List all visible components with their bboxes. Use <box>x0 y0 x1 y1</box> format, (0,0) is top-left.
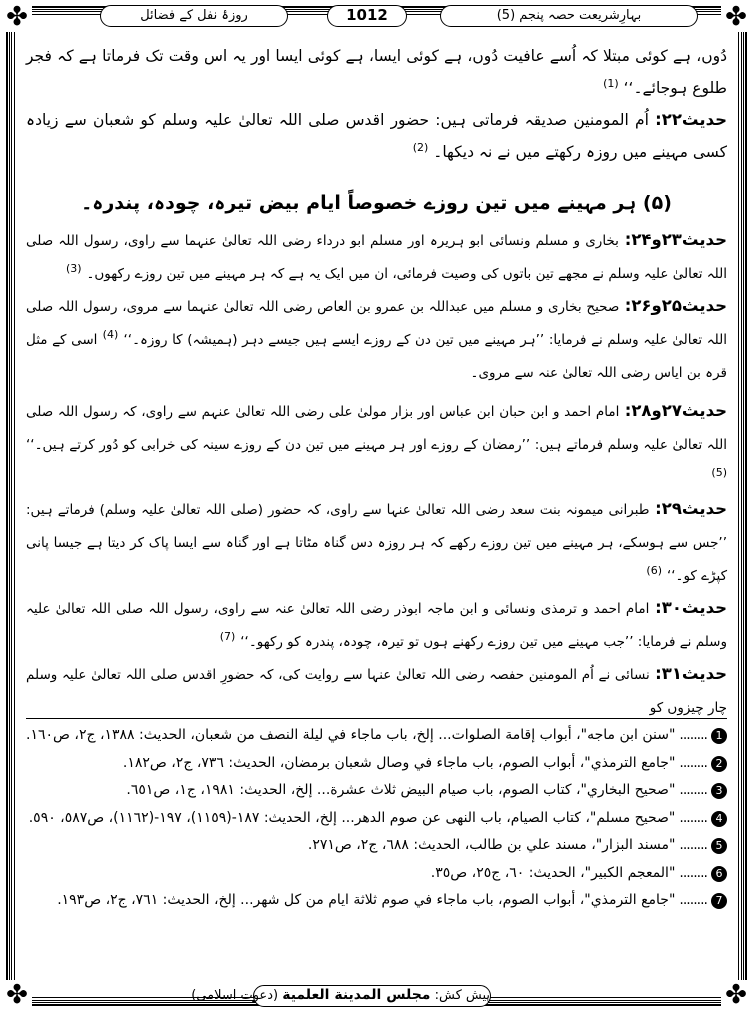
leader-dots: ........ <box>679 864 707 881</box>
publisher-suffix: (دعوت اسلامی) <box>191 988 279 1003</box>
footnote-item <box>26 860 727 888</box>
publisher-name: مجلس المدينة العلمية <box>282 987 431 1003</box>
hadith-text: طبرانی میمونہ بنت سعد رضی اللہ تعالیٰ عنہا سے راوی، کہ حضور (صلی اللہ تعالیٰ علیہ وسلم) فرماتے ہیں: ’’جس سے ہوسکے، ہر مہینے میں تین روزے رکھے کہ ہر روزہ دس گناہ مٹاتا ہے اور گناہ سے ایسا پاک کر دیتا ہے جیسا پانی کپڑے کو۔‘‘ <box>26 502 727 584</box>
footnote-number: 6 <box>711 866 727 882</box>
hadith-label: حدیث۲۵و۲۶: <box>624 296 727 315</box>
hadith-label: حدیث۲۲: <box>655 110 727 129</box>
hadith-31 <box>26 658 727 724</box>
book-title: بہارِشریعت حصہ پنجم (5) <box>440 5 698 27</box>
footnote-number: 3 <box>711 783 727 799</box>
hadith-text: صحیح بخاری و مسلم میں عبداللہ بن عمرو بن العاص رضی اللہ تعالیٰ عنہما سے مروی، رسول اللہ صلی اللہ تعالیٰ علیہ وسلم نے فرمایا: ’’ہر مہینے میں تین دن کے روزے ایسے ہیں جیسے دہر (ہمیشہ) کا روزہ۔‘‘ <box>26 299 727 348</box>
hadith-text: امام احمد و ابن حبان ابن عباس اور بزار مولیٰ علی رضی اللہ تعالیٰ عنہم سے راوی، کہ رسول اللہ صلی اللہ تعالیٰ علیہ وسلم فرماتے ہیں: ’’رمضان کے روزے اور ہر مہینے میں تین دن کے روزے سینہ کی خرابی کو دُور کرتے ہیں۔‘‘ <box>26 404 727 453</box>
footnotes <box>26 722 727 915</box>
footnote-text: "سنن ابن ماجه"، أبواب إقامة الصلوات... إلخ، باب ماجاء في ليلة النصف من شعبان، الحديث: ١٣٨٨، ج٢، ص١٦٠. <box>26 727 676 743</box>
footnote-number: 5 <box>711 838 727 854</box>
hadith-text: بخاری و مسلم ونسائی ابو ہریرہ اور مسلم ابو درداء رضی اللہ تعالیٰ عنہما سے راوی، رسول اللہ صلی اللہ تعالیٰ علیہ وسلم نے مجھے تین باتوں کی وصیت فرمائی، ان میں ایک یہ ہے کہ ہر مہینے میں تین روزے رکھوں۔ <box>26 233 727 282</box>
footnote-item <box>26 832 727 860</box>
footnote-text: "جامع الترمذي"، أبواب الصوم، باب ماجاء في صوم ثلاثة ايام من كل شهر... إلخ، الحديث: ٧٦١، ج٢، ص١٩٣. <box>57 892 676 908</box>
footnote-ref: (1) <box>603 76 619 90</box>
footnote-text: "المعجم الكبير"، الحديث: ٦٠، ج٢٥، ص٣٥. <box>430 864 676 881</box>
publisher-footer <box>191 985 491 1007</box>
hadith-text: امام احمد و ترمذی ونسائی و ابن ماجہ ابوذر رضی اللہ تعالیٰ عنہ سے راوی، رسول اللہ صلی اللہ تعالیٰ علیہ وسلم نے فرمایا: ’’جب مہینے میں تین روزے رکھنے ہوں تو تیرہ، چودہ، پندرہ کو رکھو۔‘‘ <box>26 601 727 650</box>
footnote-number: 7 <box>711 893 727 909</box>
main-text <box>26 40 727 724</box>
page-header <box>0 3 753 29</box>
hadith-label: حدیث۲۳و۲۴: <box>624 230 727 249</box>
footnote-item <box>26 805 727 833</box>
hadith-text-tail: اسی کے مثل قرہ بن ایاس رضی اللہ تعالیٰ عنہ سے مروی۔ <box>26 332 727 381</box>
footnote-item <box>26 887 727 915</box>
footnote-ref: (7) <box>219 629 236 643</box>
leader-dots: ........ <box>679 727 707 743</box>
footnote-item <box>26 722 727 750</box>
chapter-title: روزۂ نفل کے فضائل <box>100 5 288 27</box>
footnote-item <box>26 777 727 805</box>
footnote-divider <box>26 718 727 719</box>
hadith-22 <box>26 104 727 168</box>
leader-dots: ........ <box>679 837 707 853</box>
leader-dots: ........ <box>679 782 707 798</box>
footnote-number: 1 <box>711 728 727 744</box>
leader-dots: ........ <box>679 809 707 826</box>
hadith-text: اُم المومنین صدیقہ فرماتی ہیں: حضور اقدس صلی اللہ تعالیٰ علیہ وسلم کو شعبان سے زیادہ کسی مہینے میں روزہ رکھتے میں نے نہ دیکھا۔ <box>26 111 727 161</box>
hadith-25-26 <box>26 290 727 389</box>
leader-dots: ........ <box>679 754 707 771</box>
hadith-23-24 <box>26 224 727 290</box>
footnote-text: "صحيح مسلم"، كتاب الصيام، باب النهى عن صوم الدهر... إلخ، الحديث: ١٨٧-(١١٥٩)، ١٩٧-(١١٦٢)، ص٥٨٧، ٥٩٠. <box>28 809 676 826</box>
footnote-ref: (3) <box>65 261 82 275</box>
footnote-ref: (2) <box>412 140 429 154</box>
footnote-text: "جامع الترمذي"، أبواب الصوم، باب ماجاء في وصال شعبان برمضان، الحديث: ٧٣٦، ج٢، ص١٨٢. <box>122 754 676 771</box>
page-number: 1012 <box>327 5 407 27</box>
footer-prefix: پیش کش: <box>434 988 490 1003</box>
footnote-number: 2 <box>711 756 727 772</box>
hadith-label: حدیث۳۰: <box>655 598 727 617</box>
corner-ornament-icon: ✤ <box>721 980 751 1010</box>
section-heading: (۵) ہر مہینے میں تین روزے خصوصاً ایام بیض تیرہ، چودہ، پندرہ۔ <box>81 192 672 214</box>
hadith-29 <box>26 493 727 592</box>
hadith-label: حدیث۲۷و۲۸: <box>624 401 727 420</box>
footnote-ref: (5) <box>711 465 727 479</box>
paragraph-continuation <box>26 40 727 104</box>
hadith-27-28 <box>26 395 727 493</box>
hadith-label: حدیث۳۱: <box>655 664 727 683</box>
footnote-text: "مسند البزار"، مسند علي بن طالب، الحديث: ٦٨٨، ج٢، ص٢٧١. <box>307 837 676 853</box>
hadith-label: حدیث۲۹: <box>655 499 727 518</box>
footnote-ref: (6) <box>646 563 663 577</box>
leader-dots: ........ <box>679 892 707 908</box>
paragraph-text: دُوں، ہے کوئی مبتلا کہ اُسے عافیت دُوں، ہے کوئی ایسا، ہے کوئی ایسا اور یہ اس وقت تک فرماتا ہے کہ فجر طلوع ہوجائے۔‘‘ <box>26 47 727 97</box>
corner-ornament-icon: ✤ <box>2 2 32 32</box>
footnote-text: "صحيح البخاري"، كتاب الصوم، باب صيام البيض ثلاث عشرة... إلخ، الحديث: ١٩٨١، ج١، ص٦٥١. <box>126 782 676 798</box>
corner-ornament-icon: ✤ <box>721 2 751 32</box>
footnote-number: 4 <box>711 811 727 827</box>
footnote-ref: (4) <box>102 327 119 341</box>
corner-ornament-icon: ✤ <box>2 980 32 1010</box>
hadith-30 <box>26 592 727 658</box>
hadith-text: نسائی نے اُم المومنین حفصہ رضی اللہ تعالیٰ عنہا سے روایت کی، کہ حضورِ اقدس صلی اللہ تعالیٰ علیہ وسلم چار چیزوں کو <box>26 667 727 716</box>
footnote-item <box>26 750 727 778</box>
